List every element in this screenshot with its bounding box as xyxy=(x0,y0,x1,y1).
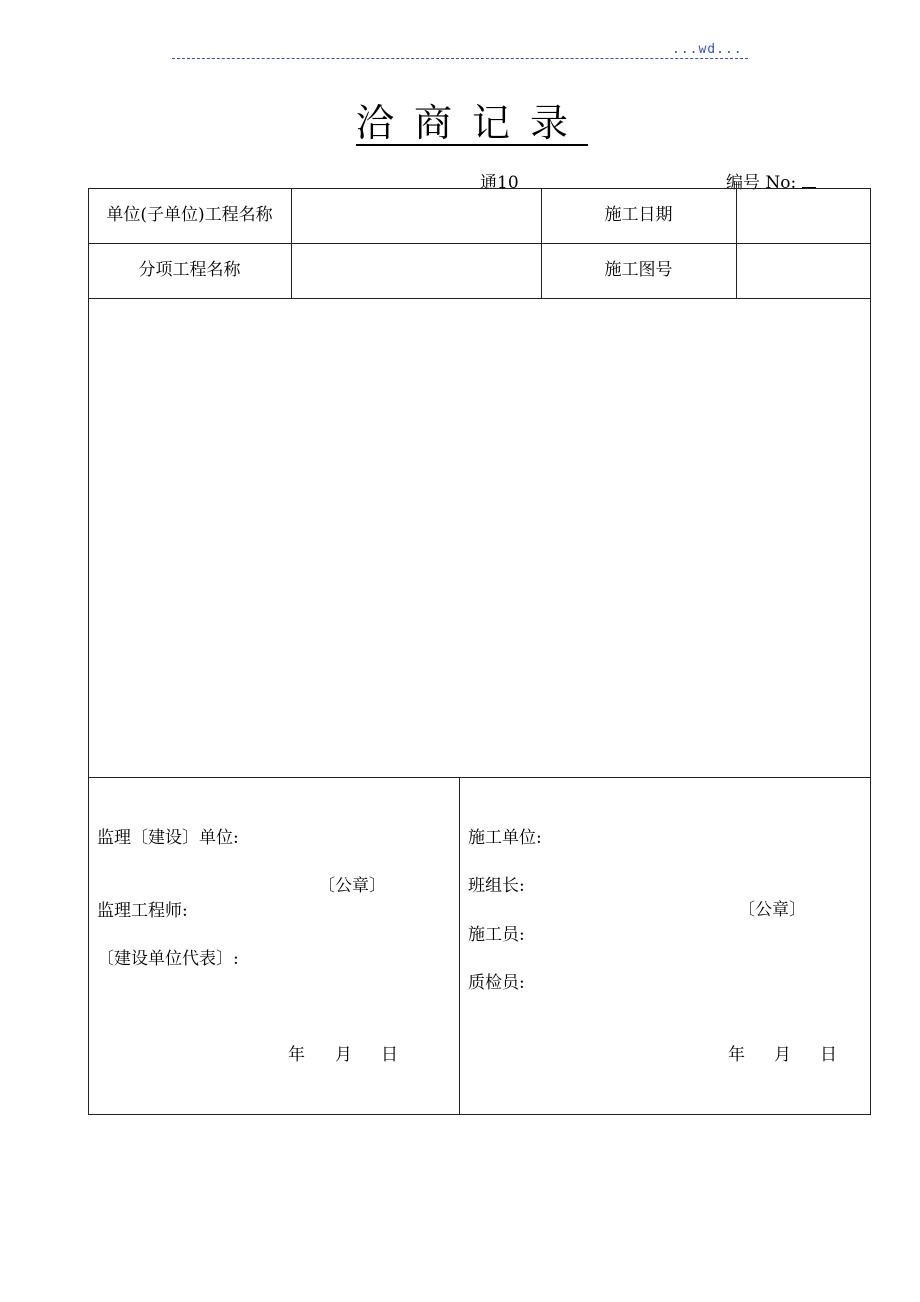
constructor-label: 施工员: xyxy=(468,925,525,945)
form-code: 通10 xyxy=(480,173,519,193)
left-date-year: 年 xyxy=(288,1045,305,1065)
left-date-day: 日 xyxy=(381,1045,398,1065)
supervision-engineer-label: 监理工程师: xyxy=(97,901,188,921)
right-seal-label: 〔公章〕 xyxy=(738,900,806,920)
col-divider-2 xyxy=(541,188,542,298)
page-title: 洽商记录 xyxy=(356,101,589,145)
subproject-name-label: 分项工程名称 xyxy=(138,260,241,280)
left-date-month: 月 xyxy=(335,1045,352,1065)
header-mark: ...wd... xyxy=(672,42,743,57)
quality-inspector-label: 质检员: xyxy=(468,973,525,993)
construction-date-field[interactable] xyxy=(737,189,871,243)
project-name-field[interactable] xyxy=(292,189,541,243)
team-leader-label: 班组长: xyxy=(468,876,525,896)
right-date-year: 年 xyxy=(728,1045,745,1065)
signature-divider xyxy=(459,777,460,1115)
construction-date-label: 施工日期 xyxy=(604,205,673,225)
right-date-day: 日 xyxy=(820,1045,837,1065)
client-representative-label: 〔建设单位代表〕: xyxy=(97,949,239,969)
header-dashed-line xyxy=(172,58,748,59)
construction-unit-label: 施工单位: xyxy=(468,828,542,848)
subproject-name-field[interactable] xyxy=(292,244,541,298)
doc-number-blank[interactable] xyxy=(802,173,816,188)
project-name-label: 单位(子单位)工程名称 xyxy=(106,205,273,225)
row-divider-3 xyxy=(88,777,871,778)
doc-number-label: 编号 No: xyxy=(726,173,797,193)
left-seal-label: 〔公章〕 xyxy=(318,876,386,896)
drawing-number-field[interactable] xyxy=(737,244,871,298)
record-content-area[interactable] xyxy=(89,299,870,776)
right-date-month: 月 xyxy=(774,1045,791,1065)
supervision-unit-label: 监理〔建设〕单位: xyxy=(97,828,239,848)
drawing-number-label: 施工图号 xyxy=(604,260,673,280)
